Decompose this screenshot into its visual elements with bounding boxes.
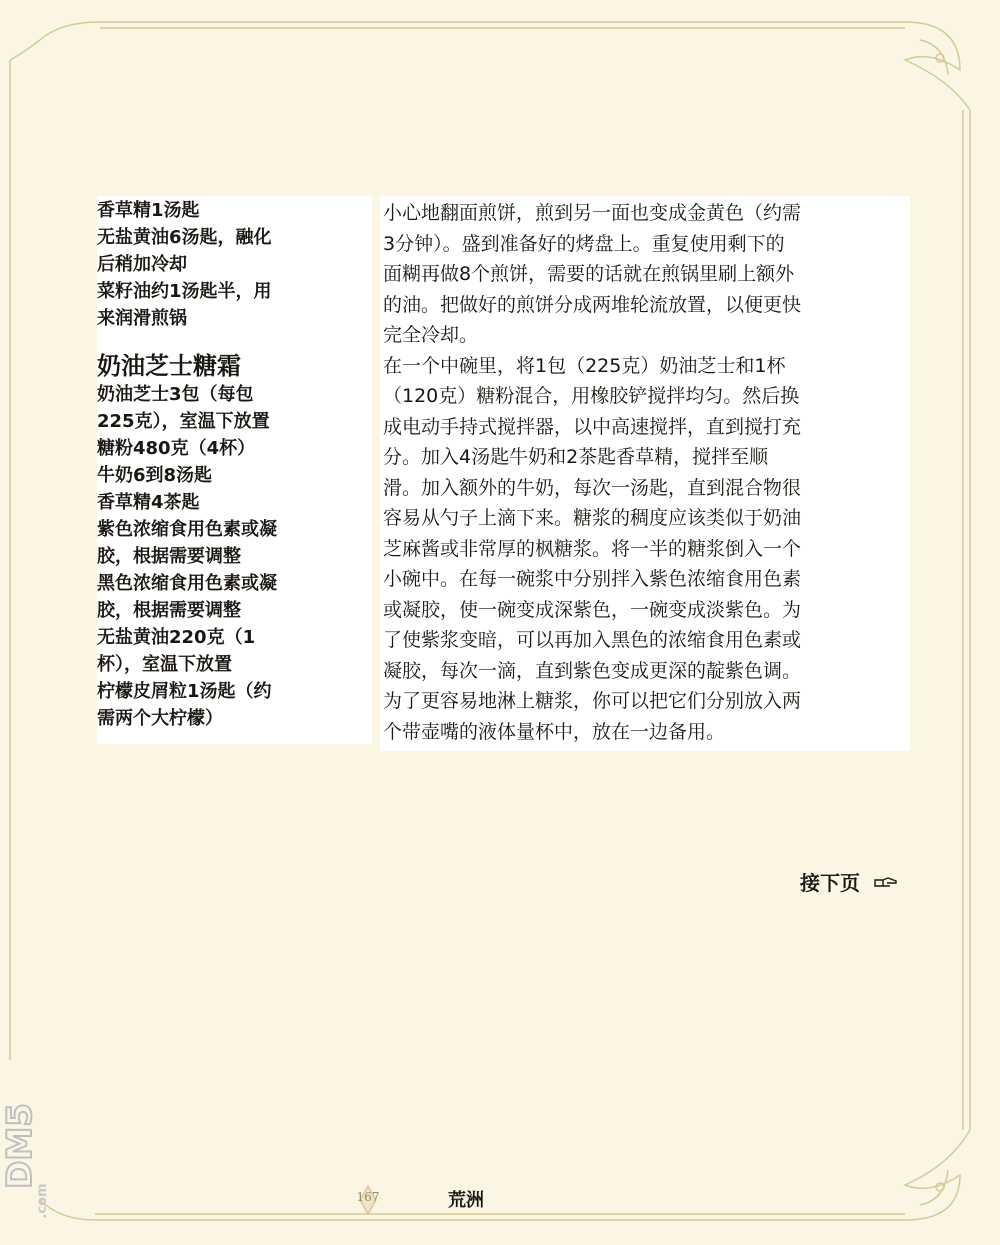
- ingredient-line: 糖粉480克（4杯）: [97, 438, 256, 459]
- ingredient-line: 225克），室温下放置: [97, 411, 270, 432]
- ingredient-line: 柠檬皮屑粒1汤匙（约: [97, 681, 272, 702]
- ingredient-line: 牛奶6到8汤匙: [97, 465, 213, 486]
- instruction-line: 分。加入4汤匙牛奶和2茶匙香草精，搅拌至顺: [383, 446, 769, 468]
- ingredient-line: 来润滑煎锅: [97, 308, 187, 329]
- section-gap: [97, 332, 372, 350]
- instruction-line: 为了更容易地淋上糖浆，你可以把它们分别放入两: [383, 690, 802, 712]
- ingredients-list: [97, 196, 372, 732]
- instruction-line: 小碗中。在每一碗浆中分别拌入紫色浓缩食用色素: [383, 568, 802, 590]
- ingredient-line: 需两个大柠檬）: [97, 708, 223, 729]
- ingredient-line: 紫色浓缩食用色素或凝: [97, 519, 277, 540]
- instruction-line: （120克）糖粉混合，用橡胶铲搅拌均匀。然后换: [383, 385, 800, 407]
- ingredient-line: 无盐黄油220克（1: [97, 627, 256, 648]
- page-number: 167: [356, 1190, 380, 1204]
- instruction-line: 滑。加入额外的牛奶，每次一汤匙，直到混合物很: [383, 476, 802, 499]
- continue-next-page: [800, 868, 898, 898]
- ingredient-line: 杯），室温下放置: [97, 654, 232, 675]
- instructions-column: [380, 196, 910, 751]
- instruction-line: 或凝胶，使一碗变成深紫色，一碗变成淡紫色。为: [383, 598, 802, 621]
- instruction-line: 的油。把做好的煎饼分成两堆轮流放置，以便更快: [383, 293, 802, 316]
- ingredient-line: 胶，根据需要调整: [97, 546, 241, 567]
- instruction-line: 个带壶嘴的液体量杯中，放在一边备用。: [383, 720, 726, 743]
- ingredient-line: 菜籽油约1汤匙半，用: [97, 281, 272, 302]
- ingredient-line: 后稍加冷却: [97, 254, 187, 275]
- ingredients-column: [97, 196, 372, 744]
- footer-title: 荒洲: [448, 1190, 484, 1211]
- instruction-line: 小心地翻面煎饼，煎到另一面也变成金黄色（约需: [383, 202, 802, 224]
- instruction-line: 容易从勺子上滴下来。糖浆的稠度应该类似于奶油: [383, 507, 802, 529]
- dm5-watermark-logo: [0, 1076, 56, 1226]
- pointing-hand-icon: [874, 876, 898, 890]
- svg-text:.com: .com: [35, 1183, 50, 1219]
- instruction-line: 3分钟）。盛到准备好的烤盘上。重复使用剩下的: [383, 232, 785, 255]
- instruction-line: 成电动手持式搅拌器，以中高速搅拌，直到搅打充: [383, 415, 802, 438]
- instruction-line: 凝胶，每次一滴，直到紫色变成更深的靛紫色调。: [383, 659, 802, 682]
- instruction-line: 面糊再做8个煎饼，需要的话就在煎锅里刷上额外: [383, 263, 795, 285]
- ingredient-line: 奶油芝士3包（每包: [97, 384, 254, 405]
- ingredient-line: 胶，根据需要调整: [97, 600, 241, 621]
- frosting-heading: 奶油芝士糖霜: [97, 352, 241, 380]
- svg-text:DM5: DM5: [0, 1103, 40, 1189]
- instructions-text: [380, 196, 910, 747]
- ingredient-line: 香草精1汤匙: [97, 200, 200, 221]
- instruction-line: 完全冷却。: [383, 324, 479, 346]
- instruction-line: 了使紫浆变暗，可以再加入黑色的浓缩食用色素或: [383, 629, 802, 651]
- ingredient-line: 黑色浓缩食用色素或凝: [97, 573, 277, 594]
- ingredient-line: 香草精4茶匙: [97, 492, 200, 513]
- instruction-line: 在一个中碗里，将1包（225克）奶油芝士和1杯: [383, 354, 786, 377]
- ingredient-line: 无盐黄油6汤匙，融化: [97, 227, 272, 248]
- instruction-line: 芝麻酱或非常厚的枫糖浆。将一半的糖浆倒入一个: [383, 537, 802, 560]
- continue-label: 接下页: [800, 871, 860, 895]
